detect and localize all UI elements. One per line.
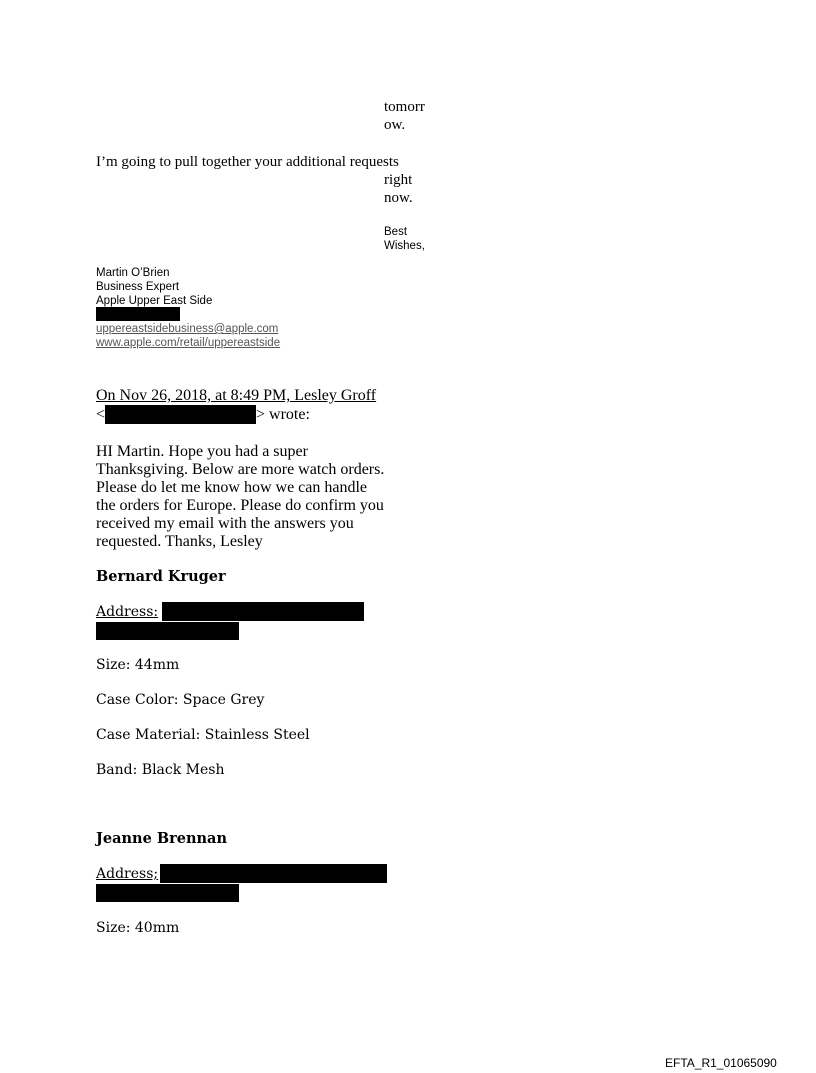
redaction-address-line-2 — [96, 622, 239, 640]
message-line: HI Martin. Hope you had a super — [96, 443, 308, 460]
redaction-address-line-1 — [162, 602, 364, 621]
order-case-color: Case Color: Space Grey — [96, 692, 265, 708]
signature-store: Apple Upper East Side — [96, 295, 213, 307]
order-name: Jeanne Brennan — [96, 830, 227, 847]
redaction-address-line-2 — [96, 884, 239, 902]
signature-email-link[interactable]: uppereastsidebusiness@apple.com — [96, 323, 279, 335]
order-address-label: Address; — [96, 866, 159, 882]
quoted-header-lt: < — [96, 406, 106, 423]
order-size: Size: 44mm — [96, 657, 180, 673]
closing-wishes: Wishes, — [384, 240, 425, 252]
message-line: Please do let me know how we can handle — [96, 479, 368, 496]
continuation-line-4: right — [384, 172, 413, 188]
continuation-line-3: I’m going to pull together your additional requests — [96, 154, 399, 170]
message-line: requested. Thanks, Lesley — [96, 533, 263, 550]
redaction-address-line-1 — [160, 864, 387, 883]
signature-website-link[interactable]: www.apple.com/retail/uppereastside — [96, 337, 281, 349]
order-band: Band: Black Mesh — [96, 762, 225, 778]
order-size: Size: 40mm — [96, 920, 180, 936]
signature-title: Business Expert — [96, 281, 180, 293]
quoted-header-wrote: > wrote: — [256, 406, 310, 423]
order-address-label: Address: — [96, 604, 159, 620]
signature-name: Martin O’Brien — [96, 267, 170, 279]
redaction-sender-email — [105, 405, 256, 424]
message-line: the orders for Europe. Please do confirm you — [96, 497, 384, 514]
order-case-material: Case Material: Stainless Steel — [96, 727, 310, 743]
message-line: Thanksgiving. Below are more watch orders. — [96, 461, 385, 478]
closing-best: Best — [384, 226, 408, 238]
redaction-phone — [96, 307, 180, 321]
quoted-header-line: On Nov 26, 2018, at 8:49 PM, Lesley Groff — [96, 387, 377, 404]
order-name: Bernard Kruger — [96, 568, 226, 585]
continuation-line-1: tomorr — [384, 99, 425, 115]
message-line: received my email with the answers you — [96, 515, 354, 532]
continuation-line-2: ow. — [384, 117, 406, 133]
continuation-line-5: now. — [384, 190, 413, 206]
document-id: EFTA_R1_01065090 — [665, 1056, 777, 1070]
